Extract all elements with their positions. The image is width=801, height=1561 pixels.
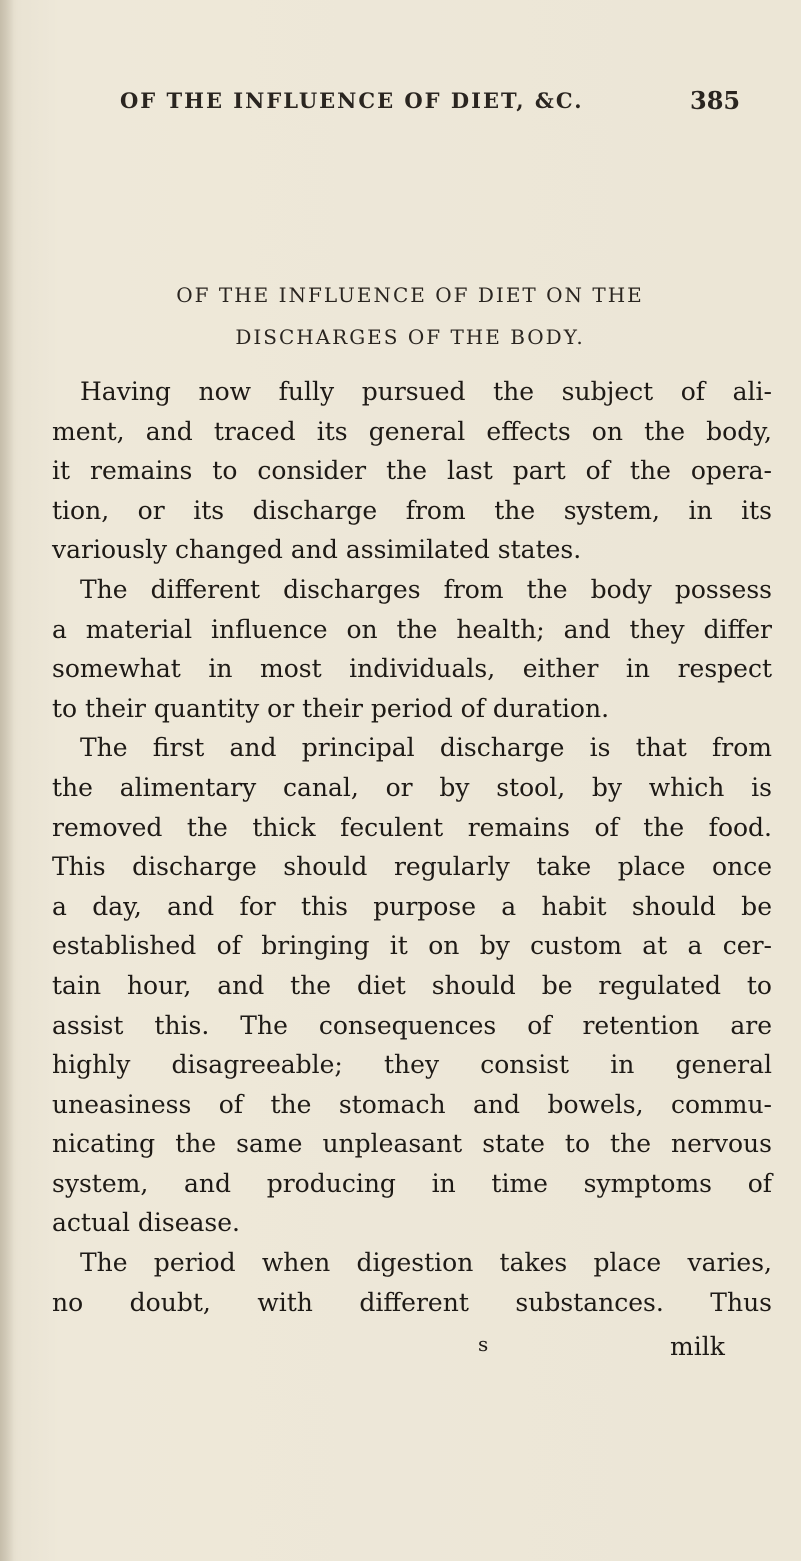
text-line: the alimentary canal, or by stool, by which is	[52, 772, 772, 802]
text-line: tain hour, and the diet should be regulated to	[52, 970, 772, 1000]
text-line: The different discharges from the body possess	[80, 574, 772, 604]
chapter-title-line-1: OF THE INFLUENCE OF DIET ON THE	[176, 283, 644, 307]
page-gutter-shadow	[0, 0, 14, 1561]
running-head: OF THE INFLUENCE OF DIET, &C.	[120, 88, 584, 113]
text-line: established of bringing it on by custom at a cer-	[52, 931, 772, 961]
text-line: assist this. The consequences of retention are	[52, 1010, 772, 1040]
text-line: uneasiness of the stomach and bowels, commu-	[52, 1089, 772, 1119]
text-line: The first and principal discharge is that from	[80, 733, 772, 763]
text-line: nicating the same unpleasant state to the nervous	[52, 1129, 772, 1159]
text-line: tion, or its discharge from the system, in its	[52, 495, 772, 525]
body-text	[52, 372, 772, 1322]
chapter-title	[40, 274, 780, 358]
text-line: variously changed and assimilated states.	[52, 535, 582, 565]
text-line: ment, and traced its general effects on the body,	[52, 416, 772, 446]
text-line: a day, and for this purpose a habit should be	[52, 891, 772, 921]
chapter-title-line-2: DISCHARGES OF THE BODY.	[235, 325, 585, 349]
catchword: milk	[670, 1332, 725, 1361]
text-line: actual disease.	[52, 1208, 241, 1238]
signature-mark: s	[478, 1332, 489, 1356]
text-line: system, and producing in time symptoms of	[52, 1168, 772, 1198]
text-line: to their quantity or their period of duration.	[52, 693, 610, 723]
page-number: 385	[690, 86, 741, 115]
text-line: it remains to consider the last part of the opera-	[52, 456, 772, 486]
text-line: somewhat in most individuals, either in respect	[52, 654, 772, 684]
text-line: removed the thick feculent remains of the food.	[52, 812, 772, 842]
text-line: no doubt, with different substances. Thus	[52, 1287, 772, 1317]
text-line: The period when digestion takes place varies,	[80, 1248, 772, 1278]
text-line: Having now fully pursued the subject of ali-	[80, 377, 772, 406]
text-line: This discharge should regularly take place once	[52, 852, 772, 882]
text-line: highly disagreeable; they consist in general	[52, 1050, 772, 1080]
text-line: a material influence on the health; and they differ	[52, 614, 772, 644]
